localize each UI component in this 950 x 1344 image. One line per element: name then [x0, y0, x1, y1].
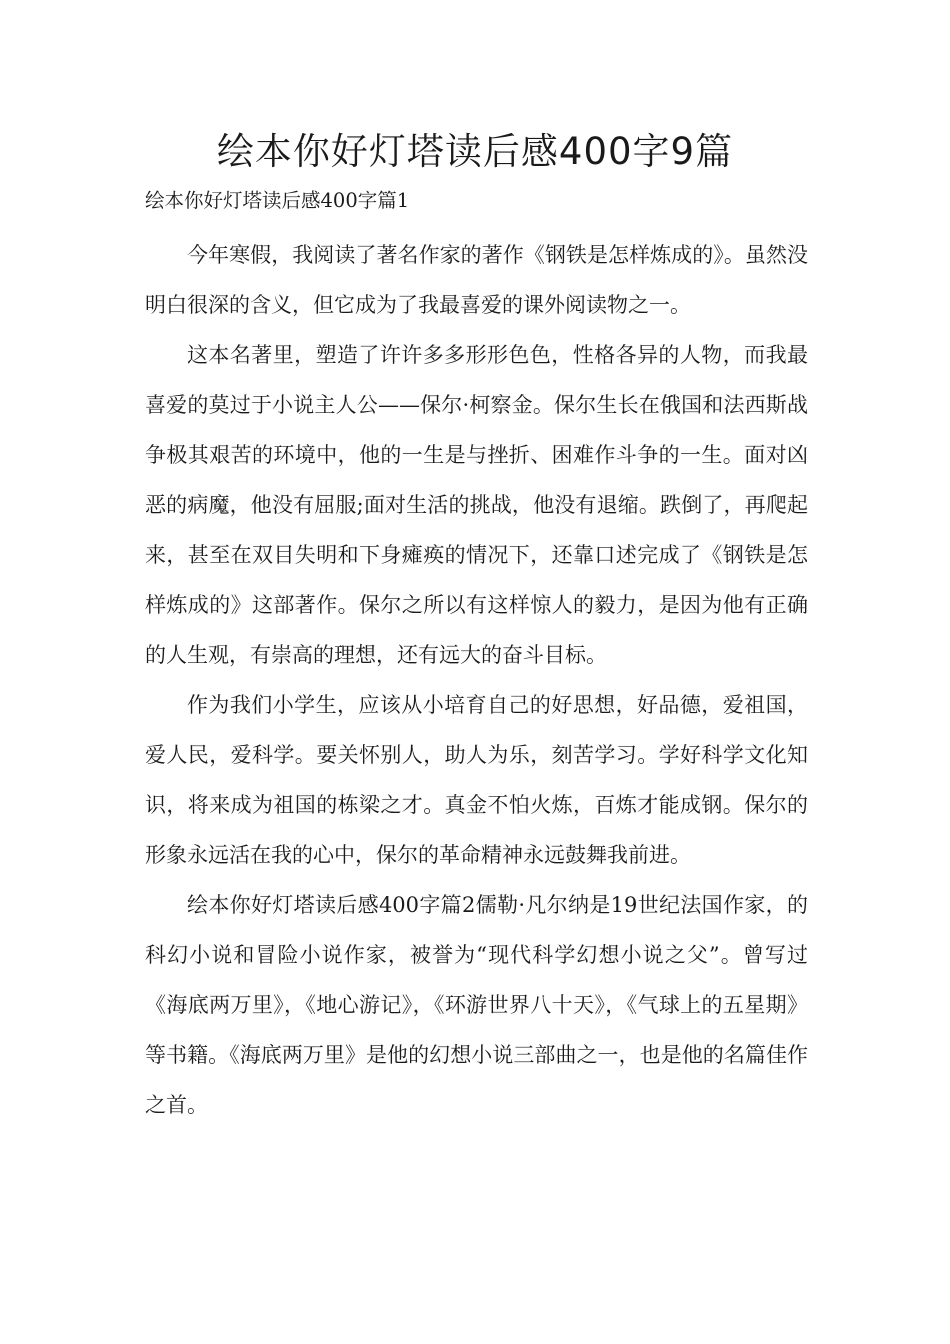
paragraph-3: 作为我们小学生，应该从小培育自己的好思想，好品德，爱祖国，爱人民，爱科学。要关怀别人，助人为乐，刻苦学习。学好科学文化知识，将来成为祖国的栋梁之才。真金不怕火炼，百炼才能成钢。保尔的形象永远活在我的心中，保尔的革命精神永远鼓舞我前进。 — [145, 693, 808, 867]
document-title: 绘本你好灯塔读后感400字9篇 — [216, 130, 734, 173]
document-body — [145, 230, 808, 1130]
paragraph-4: 绘本你好灯塔读后感400字篇2儒勒·凡尔纳是19世纪法国作家，的科幻小说和冒险小说作家，被誉为“现代科学幻想小说之父”。曾写过《海底两万里》，《地心游记》，《环游世界八十天》，《气球上的五星期》等书籍。《海底两万里》是他的幻想小说三部曲之一，也是他的名篇佳作之首。 — [145, 893, 808, 1117]
section-heading: 绘本你好灯塔读后感400字篇1 — [145, 189, 410, 212]
paragraph-2: 这本名著里，塑造了许许多多形形色色，性格各异的人物，而我最喜爱的莫过于小说主人公——保尔·柯察金。保尔生长在俄国和法西斯战争极其艰苦的环境中，他的一生是与挫折、困难作斗争的一生。面对凶恶的病魔，他没有屈服;面对生活的挑战，他没有退缩。跌倒了，再爬起来，甚至在双目失明和下身瘫痪的情况下，还靠口述完成了《钢铁是怎样炼成的》这部著作。保尔之所以有这样惊人的毅力，是因为他有正确的人生观，有崇高的理想，还有远大的奋斗目标。 — [145, 343, 808, 667]
paragraph-1: 今年寒假，我阅读了著名作家的著作《钢铁是怎样炼成的》。虽然没明白很深的含义，但它成为了我最喜爱的课外阅读物之一。 — [145, 243, 808, 317]
